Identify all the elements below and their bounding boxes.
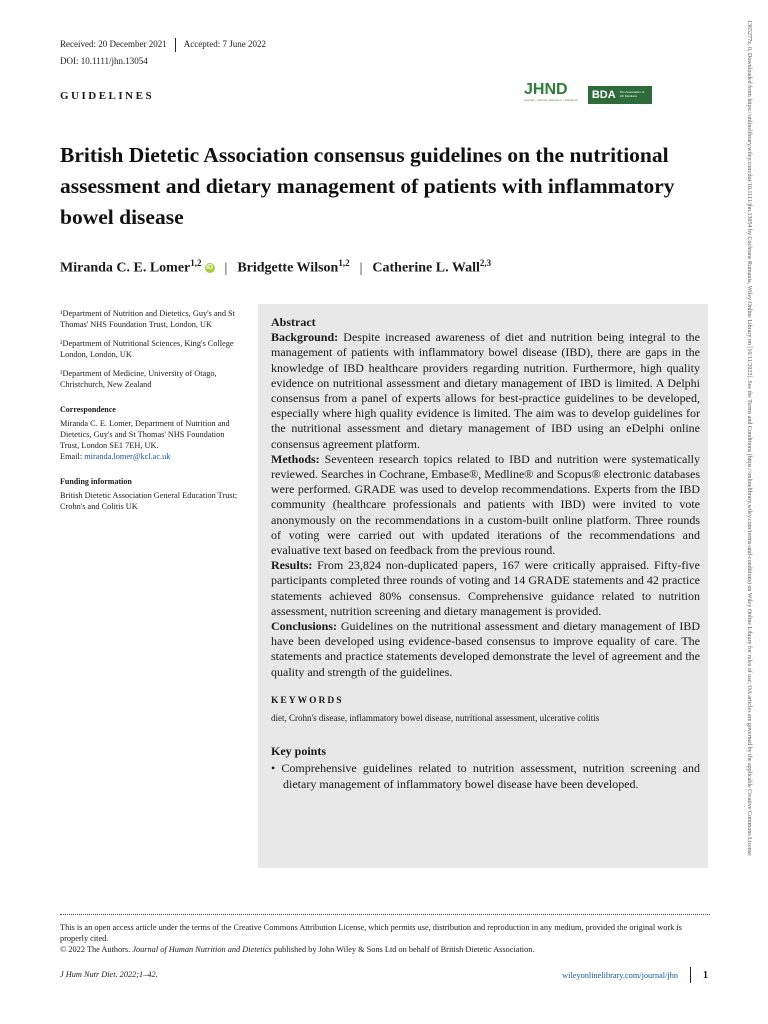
conclusions-text: Guidelines on the nutritional assessment and dietary management of IBD have been developed using evidence-based consensus to improve equality of care. The statements and practice statements developed demonstrate the level of agreement and the quality and strength of the guidelines.	[271, 619, 700, 679]
key-point-item: • Comprehensive guidelines related to nutrition assessment, nutrition screening and dietary management of inflammatory bowel disease have been developed.	[271, 761, 700, 791]
email-label: Email:	[60, 452, 83, 461]
abstract-conclusions	[271, 619, 700, 680]
results-label: Results:	[271, 558, 313, 573]
correspondence-heading: Correspondence	[60, 405, 116, 414]
keywords-text: diet, Crohn's disease, inflammatory bowel disease, nutritional assessment, ulcerative colitis	[271, 713, 600, 724]
jhnd-logo[interactable]	[524, 82, 578, 107]
abstract-results	[271, 558, 700, 619]
correspondence-address: Miranda C. E. Lomer, Department of Nutrition and Dietetics, Guy's and St Thomas' NHS Foundation Trust, London SE1 7EH, UK.	[60, 419, 230, 450]
copyright-suffix: published by John Wiley & Sons Ltd on behalf of British Dietetic Association.	[273, 945, 535, 954]
journal-name: Journal of Human Nutrition and Dietetics	[132, 945, 272, 954]
copyright-prefix: © 2022 The Authors.	[60, 945, 131, 954]
author-affiliation-ref: 2,3	[479, 258, 492, 268]
key-points-heading: Key points	[271, 744, 327, 759]
email-link[interactable]: miranda.lomer@kcl.ac.uk	[84, 452, 171, 461]
jhnd-logo-subtitle: journal • human dietetics • dietetics	[524, 98, 578, 102]
bda-logo[interactable]	[588, 86, 652, 104]
download-notice: 1365277x, 0, Downloaded from https://onlinelibrary.wiley.com/doi/10.1111/jhn.13054 by Cochrane Romania, Wiley Online Library on [16/11/2022]. See the Terms and Conditions (https://onlinelibrary.wiley.com/terms-and-conditions) on Wiley Online Library for rules of use; OA articles are governed by the applicable Creative Commons License	[746, 20, 752, 856]
abstract-box	[258, 304, 708, 868]
article-title: British Dietetic Association consensus guidelines on the nutritional assessment and dietary management of patients with inflammatory bowel disease	[60, 143, 675, 229]
methods-label: Methods:	[271, 451, 320, 466]
author-separator: |	[359, 260, 363, 276]
author-affiliation-ref: 1,2	[190, 258, 202, 268]
journal-logos	[524, 82, 652, 107]
funding-text: British Dietetic Association General Education Trust; Crohn's and Colitis UK	[60, 491, 238, 511]
bda-logo-text: BDA	[591, 88, 616, 101]
abstract-methods	[271, 452, 700, 558]
orcid-icon[interactable]: iD	[206, 264, 214, 272]
doi: DOI: 10.1111/jhn.13054	[60, 56, 148, 66]
license-notice	[60, 922, 710, 955]
affiliation: ¹Department of Nutrition and Dietetics, Guy's and St Thomas' NHS Foundation Trust, London, UK	[60, 309, 235, 329]
author-name[interactable]: Bridgette Wilson	[237, 260, 339, 276]
footer-right	[562, 967, 708, 983]
license-divider	[60, 914, 710, 915]
journal-url-link[interactable]: wileyonlinelibrary.com/journal/jhn	[562, 970, 678, 980]
author-name[interactable]: Miranda C. E. Lomer	[60, 260, 191, 276]
affiliation: ²Department of Nutritional Sciences, King's College London, London, UK	[60, 339, 234, 359]
results-text: From 23,824 non-duplicated papers, 167 were critically appraised. Fifty-five participants completed three rounds of voting and 14 GRADE statements and 42 practice statements achieved 80% consensus. Comprehensive guidance related to nutrition assessment, nutrition screening and dietary management is provided.	[271, 558, 700, 618]
license-line: This is an open access article under the terms of the Creative Commons Attribution License, which permits use, distribution and reproduction in any medium, provided the original work is properly cited.	[60, 923, 682, 943]
accepted-date: Accepted: 7 June 2022	[183, 39, 266, 50]
jhnd-logo-text: JHND	[524, 81, 568, 98]
funding-heading: Funding information	[60, 477, 132, 486]
bda-logo-tagline: The Association of UK Dietitians	[619, 90, 645, 98]
author-name[interactable]: Catherine L. Wall	[372, 260, 480, 276]
copyright-line	[60, 944, 710, 955]
author-list	[60, 258, 491, 277]
background-text: Despite increased awareness of diet and nutrition being integral to the management of patients with inflammatory bowel disease (IBD), there are gaps in the knowledge of IBD healthcare providers regarding nutrition. Furthermore, high quality evidence on nutritional assessment and dietary management of IBD is limited. A Delphi consensus from a panel of experts allows for best-practice guidelines to be developed, especially where high quality evidence is limited. The aim was to develop guidelines for the nutritional assessment and dietary management of IBD using an eDelphi online consensus agreement platform.	[271, 330, 700, 451]
abstract-background	[271, 330, 700, 452]
date-separator	[175, 38, 176, 52]
correspondence-text	[60, 418, 245, 462]
methods-text: Seventeen research topics related to IBD and nutrition were systematically reviewed. Searches in Cochrane, Embase®, Medline® and Scopus® electronic databases were performed. GRADE was used to develop recommendations. Experts from the IBD community (healthcare professionals and patients with IBD) were invited to vote anonymously on the recommendations in a custom-built online platform. Three rounds of voting were carried out with updated iterations of the recommendations and evaluative text based on feedback from the previous round.	[271, 451, 700, 558]
conclusions-label: Conclusions:	[271, 619, 338, 634]
footer-separator	[690, 967, 691, 983]
keywords-heading: KEYWORDS	[271, 695, 344, 706]
author-affiliation-ref: 1,2	[338, 258, 350, 268]
footer-citation: J Hum Nutr Diet. 2022;1–42.	[60, 970, 158, 979]
article-info-column	[60, 308, 245, 520]
author-separator: |	[224, 260, 228, 276]
section-label: GUIDELINES	[60, 90, 155, 102]
article-dates	[60, 38, 266, 52]
affiliation: ³Department of Medicine, University of Otago, Christchurch, New Zealand	[60, 369, 217, 389]
abstract-heading: Abstract	[271, 315, 316, 329]
received-date: Received: 20 December 2021	[60, 39, 167, 50]
page-number: 1	[703, 969, 708, 981]
background-label: Background:	[271, 330, 339, 345]
